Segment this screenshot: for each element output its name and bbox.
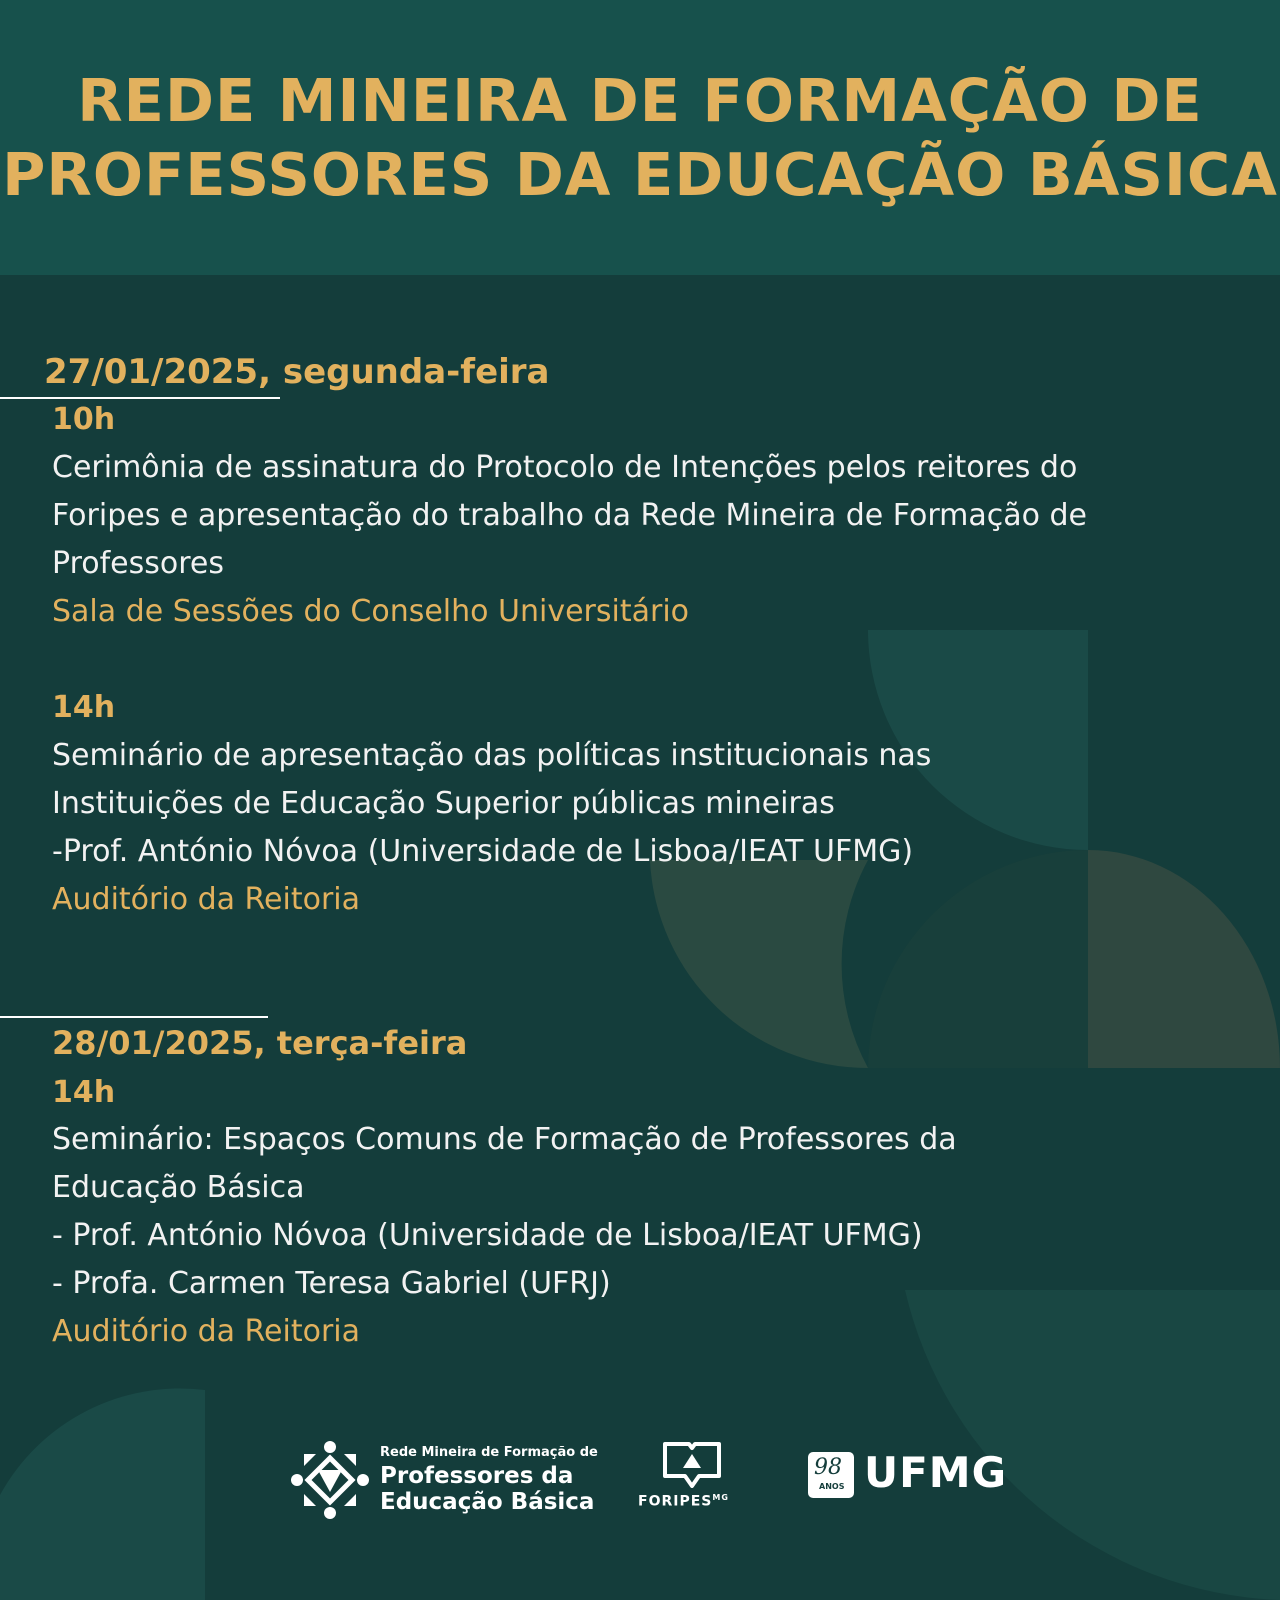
foripes-label — [638, 1493, 729, 1510]
day1-event2-place: Auditório da Reitoria — [52, 882, 361, 917]
day1-event1-description: Cerimônia de assinatura do Protocolo de Intenções pelos reitores do Foripes e apresentação do trabalho da Rede Mineira de Formação de Professores — [52, 450, 1088, 581]
deco-quarter-right — [1088, 850, 1280, 1068]
ufmg-anniversary-badge — [808, 1452, 854, 1498]
rede-mineira-line1: Professores da — [380, 1463, 574, 1489]
rede-mineira-logo-icon — [290, 1440, 370, 1520]
ufmg-badge-numeral-icon: 98 — [814, 1455, 842, 1480]
day1-event1-place: Sala de Sessões do Conselho Universitário — [52, 594, 690, 629]
divider-day1 — [0, 397, 280, 399]
rede-mineira-small-text: Rede Mineira de Formação de — [380, 1445, 598, 1460]
day2-event1-place: Auditório da Reitoria — [52, 1314, 361, 1349]
ufmg-label: UFMG — [864, 1448, 1008, 1497]
day1-event2-description: Seminário de apresentação das políticas institucionais nas Instituições de Educação Superior públicas mineiras -Prof. António Nóvoa (Universidade de Lisboa/IEAT UFMG) — [52, 738, 932, 869]
page-title-line-1: REDE MINEIRA DE FORMAÇÃO DE — [77, 65, 1203, 135]
day2-event1-description: Seminário: Espaços Comuns de Formação de Professores da Educação Básica - Prof. António Nóvoa (Universidade de Lisboa/IEAT UFMG) - Profa. Carmen Teresa Gabriel (UFRJ) — [52, 1122, 957, 1301]
ufmg-badge-text: ANOS — [819, 1482, 845, 1491]
foripes-mg-text: MG — [712, 1493, 729, 1502]
foripes-text: FORIPES — [638, 1493, 713, 1510]
day2-event1-time: 14h — [52, 1075, 116, 1110]
deco-leaf — [650, 860, 868, 1068]
footer-logos — [0, 1440, 1280, 1530]
rede-mineira-line2: Educação Básica — [380, 1489, 595, 1515]
day1-date: 27/01/2025, segunda-feira — [44, 352, 550, 392]
deco-quarter-mid — [868, 850, 1088, 1068]
divider-day2 — [0, 1016, 268, 1018]
page-title-line-2: PROFESSORES DA EDUCAÇÃO BÁSICA — [2, 139, 1278, 209]
foripes-book-icon — [661, 1440, 723, 1488]
day1-event1-time: 10h — [52, 402, 116, 437]
day1-event2-time: 14h — [52, 690, 116, 725]
day2-date: 28/01/2025, terça-feira — [52, 1024, 468, 1062]
